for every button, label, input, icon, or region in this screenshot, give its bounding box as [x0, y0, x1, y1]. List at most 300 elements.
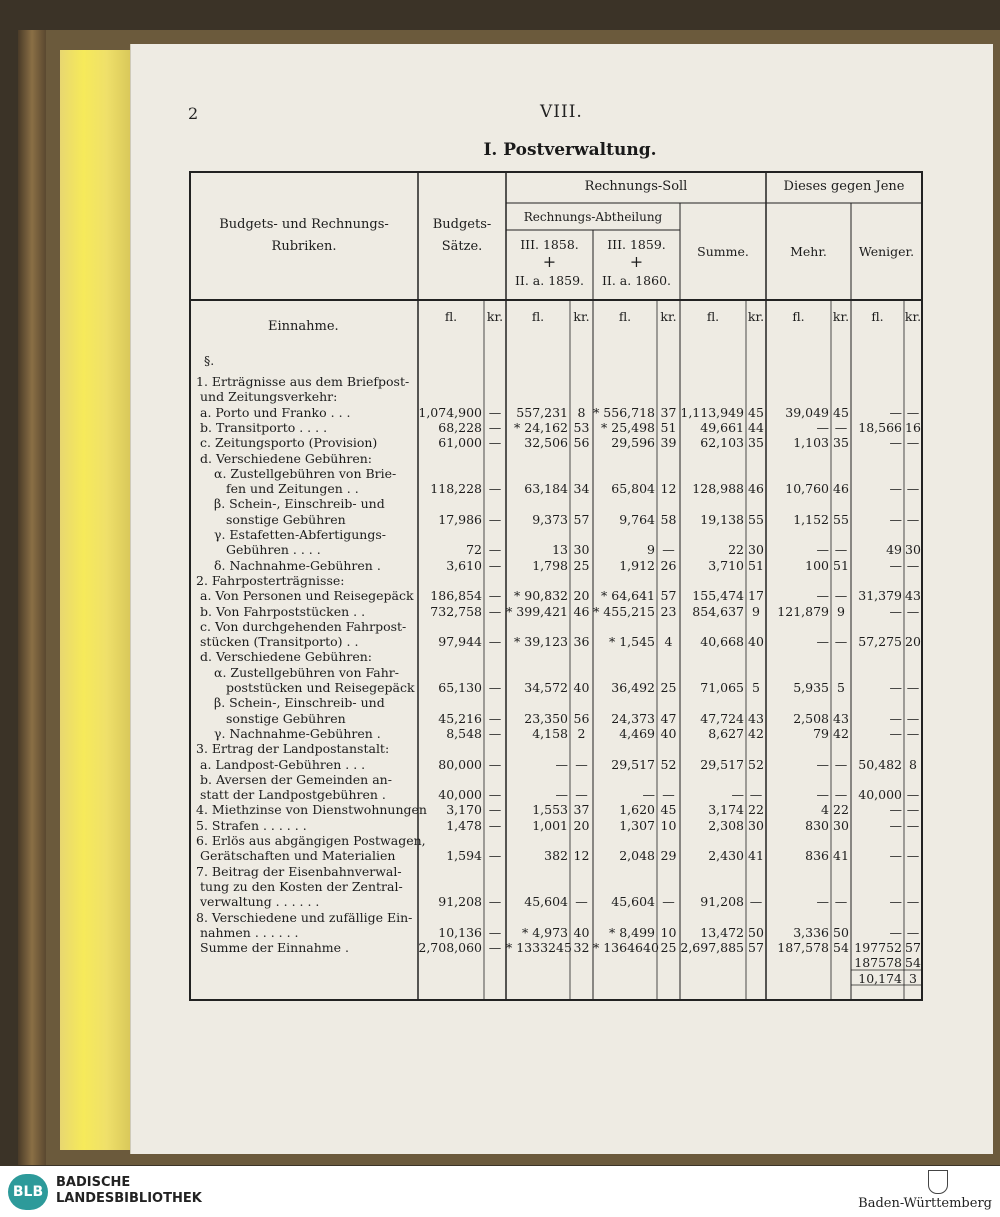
header-col2-line1: III. 1859. [607, 237, 666, 252]
cell-m: 79 [813, 725, 829, 741]
unit-fl-5: fl. [871, 309, 884, 324]
cell-bk: — [488, 802, 502, 818]
cell-w: — [889, 848, 902, 864]
cell-a1k: 37 [573, 802, 590, 818]
cell-s: 3,710 [708, 557, 744, 573]
cell-m: — [816, 787, 829, 803]
cell-a2k: 23 [660, 603, 677, 619]
header-rechnungs-abtheilung: Rechnungs-Abtheilung [523, 210, 663, 224]
cell-a2: 36,492 [611, 680, 655, 695]
cell-mk: 9 [837, 603, 845, 619]
page-heading: I. Postverwaltung. [483, 140, 657, 160]
row-label: und Zeitungsverkehr: [200, 389, 338, 405]
cell-m: 2,508 [793, 710, 829, 726]
cell-a1: * 24,162 [514, 419, 568, 435]
row-label: α. Zustellgebühren von Fahr- [214, 664, 399, 680]
row-label: γ. Estafetten-Abfertigungs- [214, 527, 386, 542]
cell-a2k: 25 [660, 680, 677, 695]
cell-sk: 46 [748, 481, 764, 497]
cell-a1k: 34 [573, 481, 590, 497]
cell-w: 197752 [854, 940, 902, 956]
cell-a2: * 1364640 [593, 940, 659, 956]
cell-a2k: 4 [664, 634, 673, 650]
cell-sk: 30 [748, 542, 764, 558]
row-label: d. Verschiedene Gebühren: [200, 649, 373, 665]
cell-wk: 16 [905, 419, 921, 435]
row-label: Gerätschaften und Materialien [200, 848, 396, 864]
cell-bk: — [488, 710, 502, 726]
cell-m: 187,578 [777, 940, 829, 956]
cell-a2: 1,307 [619, 817, 655, 833]
cell-b: 118,228 [430, 481, 482, 497]
cell-bk: — [488, 588, 502, 604]
cell-b: 8,548 [446, 725, 482, 741]
cell-w: — [889, 603, 902, 619]
cell-a1: 1,001 [532, 817, 568, 833]
blb-logo: BLB [8, 1174, 48, 1210]
row-label: 8. Verschiedene und zufällige Ein- [196, 909, 413, 925]
cell-w: 57,275 [858, 634, 902, 650]
cell-w: — [889, 817, 902, 833]
row-label: δ. Nachnahme-Gebühren . [214, 557, 381, 573]
header-col2-line2: + [629, 252, 644, 271]
row-label: a. Landpost-Gebühren . . . [200, 756, 366, 772]
cell-a1k: — [575, 787, 588, 803]
cell-a2: 1,912 [619, 557, 655, 573]
row-label: a. Von Personen und Reisegepäck [200, 588, 414, 604]
cell-w: — [889, 511, 902, 527]
cell-bk: — [488, 940, 502, 956]
cell-mk: 45 [833, 404, 849, 420]
cell-wk: — [906, 680, 920, 695]
cell-m: 121,879 [777, 603, 829, 619]
cell-s: 2,697,885 [680, 940, 744, 956]
cell-a2k: 58 [660, 511, 677, 527]
header-mehr: Mehr. [790, 244, 827, 259]
cell-bk: — [488, 725, 502, 741]
cell-a2k: 52 [660, 756, 677, 772]
cell-s: 47,724 [700, 710, 744, 726]
cell-wk: — [906, 710, 920, 726]
cell-w: — [889, 924, 902, 940]
cell-a1k: 56 [573, 710, 590, 726]
cell-bk: — [488, 894, 502, 910]
cell-bk: — [488, 419, 502, 435]
cell-a2k: 51 [660, 419, 677, 435]
row-label: a. Porto und Franko . . . [200, 404, 351, 420]
cell-a1: 1,798 [532, 557, 568, 573]
cell-a2: 1,620 [619, 802, 655, 818]
cell-bk: — [488, 557, 502, 573]
cell-wk: — [906, 848, 920, 864]
cell-sk: 52 [748, 756, 764, 772]
cell-a1k: 20 [573, 588, 590, 604]
cell-b: 1,074,900 [418, 404, 482, 420]
cell-a1k: 12 [573, 848, 590, 864]
cell-mk: — [834, 634, 848, 650]
cell-s: 854,637 [692, 603, 744, 619]
cell-s: 155,474 [692, 588, 744, 604]
cell-mk: 41 [833, 848, 849, 864]
cell-sk: 22 [748, 802, 764, 818]
cell-a1k: 32 [573, 940, 590, 956]
cell-a2: * 1,545 [608, 634, 655, 650]
cell-wk: 3 [909, 970, 917, 986]
row-label: α. Zustellgebühren von Brie- [214, 465, 397, 481]
cell-mk: — [834, 756, 848, 772]
cell-a1k: 56 [573, 435, 590, 451]
header-weniger: Weniger. [858, 244, 915, 259]
header-rubriken-2: Rubriken. [271, 239, 337, 254]
cell-a2k: — [662, 894, 675, 910]
cell-b: 40,000 [438, 787, 482, 803]
cell-w: — [889, 710, 902, 726]
cell-mk: 5 [837, 680, 845, 695]
cell-a2k: 37 [660, 404, 677, 420]
cell-w: — [889, 481, 902, 497]
row-label: 7. Beitrag der Eisenbahnverwal- [196, 863, 402, 879]
cell-a1: 382 [544, 848, 568, 864]
row-label: 6. Erlös aus abgängigen Postwagen, [196, 833, 426, 848]
row-label: fen und Zeitungen . . [226, 481, 359, 497]
library-name-line1: BADISCHE [56, 1175, 131, 1190]
cell-a2: 29,596 [611, 435, 655, 451]
cell-a2k: 25 [660, 940, 677, 956]
cell-a2: 65,804 [611, 481, 655, 497]
cell-b: 1,478 [446, 817, 482, 833]
cell-w: 40,000 [858, 787, 902, 803]
cell-s: 49,661 [700, 419, 744, 435]
cell-mk: 35 [833, 435, 849, 451]
cell-s: 3,174 [708, 802, 744, 818]
cell-a1k: 8 [577, 404, 586, 420]
cell-bk: — [488, 634, 502, 650]
cell-w: — [889, 725, 902, 741]
cell-wk: — [906, 404, 920, 420]
cell-a1k: 53 [573, 419, 590, 435]
cell-w: — [889, 802, 902, 818]
cell-wk: — [906, 802, 920, 818]
cell-b: 3,610 [446, 557, 482, 573]
cell-a2k: 45 [660, 802, 677, 818]
cell-a1k: 40 [573, 680, 590, 695]
unit-fl-2: fl. [618, 309, 632, 324]
cell-mk: 30 [833, 817, 849, 833]
cell-b: 45,216 [438, 710, 482, 726]
cell-w: 187578 [854, 955, 902, 971]
row-label: sonstige Gebühren [226, 511, 346, 527]
cell-s: — [731, 787, 744, 803]
header-col1-line3: II. a. 1859. [514, 273, 584, 288]
section-mark: §. [204, 353, 215, 368]
unit-kr-1: kr. [573, 309, 590, 324]
cell-w: — [889, 680, 902, 695]
cell-mk: 43 [833, 710, 849, 726]
cell-w: — [889, 404, 902, 420]
cell-m: 100 [805, 557, 829, 573]
cell-bk: — [488, 924, 502, 940]
cell-bk: — [488, 603, 502, 619]
cell-a2: 9 [647, 542, 655, 558]
cell-a1k: — [575, 756, 588, 772]
section-number: VIII. [540, 102, 583, 122]
cell-b: 91,208 [438, 894, 482, 910]
unit-fl-4: fl. [792, 309, 805, 324]
cell-a1k: 30 [573, 542, 590, 558]
cell-s: 2,308 [708, 817, 744, 833]
row-label: 4. Miethzinse von Dienstwohnungen [196, 802, 427, 818]
cell-a1: — [555, 787, 568, 803]
coat-of-arms-icon [928, 1170, 948, 1194]
row-label: b. Aversen der Gemeinden an- [200, 771, 392, 787]
cell-a2k: 26 [660, 557, 677, 573]
unit-kr-3: kr. [747, 309, 765, 324]
cell-wk: 57 [905, 940, 921, 956]
cell-sk: 9 [752, 603, 760, 619]
state-name: Baden-Württemberg [858, 1196, 992, 1211]
cell-mk: — [834, 542, 848, 558]
row-label: sonstige Gebühren [226, 710, 346, 726]
header-col1-line2: + [542, 252, 557, 271]
row-label: verwaltung . . . . . . [200, 894, 320, 910]
cell-a1k: 2 [577, 725, 586, 741]
cell-a2: * 25,498 [601, 419, 655, 435]
cell-a1: 34,572 [524, 680, 568, 695]
cell-a1k: 20 [573, 817, 590, 833]
cell-wk: 54 [905, 955, 921, 971]
cell-w: 50,482 [858, 756, 902, 772]
cell-mk: 46 [833, 481, 849, 497]
cell-s: 29,517 [700, 756, 744, 772]
cell-m: — [816, 634, 829, 650]
cell-sk: 30 [748, 817, 764, 833]
cell-sk: 55 [748, 511, 764, 527]
cell-b: 97,944 [438, 634, 482, 650]
cell-a2: 24,373 [611, 710, 655, 726]
row-label: c. Zeitungsporto (Provision) [200, 435, 378, 451]
cell-m: 836 [805, 848, 829, 864]
cell-bk: — [488, 435, 502, 451]
header-col2-line3: II. a. 1860. [601, 273, 671, 288]
cell-m: 1,152 [793, 511, 829, 527]
cell-s: 62,103 [700, 435, 744, 451]
unit-fl-0: fl. [444, 309, 458, 324]
cell-w: 10,174 [858, 970, 902, 986]
cell-w: — [889, 435, 902, 451]
cell-b: 3,170 [446, 802, 482, 818]
cell-a1: 9,373 [532, 511, 568, 527]
cell-sk: 17 [748, 588, 764, 604]
cell-a1k: 25 [573, 557, 590, 573]
row-label: stücken (Transitporto) . . [200, 634, 359, 650]
cell-sk: — [749, 787, 763, 803]
cell-a2k: 12 [660, 481, 677, 497]
cell-wk: 30 [905, 542, 921, 558]
cell-bk: — [488, 848, 502, 864]
row-label: 5. Strafen . . . . . . [196, 817, 307, 833]
cell-m: — [816, 542, 829, 558]
unit-kr-2: kr. [660, 309, 677, 324]
cell-w: 18,566 [858, 419, 902, 435]
cell-a1k: 40 [573, 924, 590, 940]
cell-mk: 42 [833, 725, 849, 741]
cell-s: 22 [728, 542, 744, 558]
cell-b: 732,758 [430, 603, 482, 619]
row-label: b. Transitporto . . . . [200, 419, 328, 435]
cell-b: 72 [466, 542, 482, 558]
cell-s: 8,627 [708, 725, 744, 741]
cell-w: — [889, 557, 902, 573]
cell-mk: — [834, 787, 848, 803]
cell-a2: * 455,215 [593, 603, 655, 619]
row-label: d. Verschiedene Gebühren: [200, 450, 373, 466]
row-label: 3. Ertrag der Landpostanstalt: [196, 741, 390, 757]
cell-wk: 43 [905, 588, 921, 604]
cell-a2k: 39 [660, 435, 677, 451]
cell-sk: 43 [748, 710, 764, 726]
header-dieses-gegen-jene: Dieses gegen Jene [783, 179, 905, 194]
cell-b: 10,136 [438, 924, 482, 940]
cell-bk: — [488, 680, 502, 695]
cell-mk: 51 [833, 557, 849, 573]
cell-a1: 23,350 [524, 710, 568, 726]
cell-a1: * 4,973 [521, 924, 568, 940]
cell-a2: 29,517 [611, 756, 655, 772]
row-label: statt der Landpostgebühren . [200, 787, 386, 803]
cell-mk: 54 [833, 940, 849, 956]
cell-a1: 63,184 [524, 481, 568, 497]
cell-a2k: 57 [660, 588, 677, 604]
cell-a1: — [555, 756, 568, 772]
cell-a2: * 556,718 [593, 404, 655, 420]
header-summe: Summe. [697, 244, 749, 259]
cell-mk: — [834, 588, 848, 604]
cell-a1: * 399,421 [506, 603, 568, 619]
row-label: b. Von Fahrpoststücken . . [200, 603, 366, 619]
einnahme-label: Einnahme. [268, 319, 339, 334]
cell-a2: * 64,641 [601, 588, 655, 604]
cell-b: 61,000 [438, 435, 482, 451]
cell-a1k: 36 [573, 634, 590, 650]
cell-a1: 32,506 [524, 435, 568, 451]
cell-sk: — [749, 894, 763, 910]
row-label: Gebühren . . . . [226, 542, 321, 558]
cell-a1: * 1333245 [506, 940, 572, 956]
cell-b: 186,854 [430, 588, 482, 604]
cell-a1: 45,604 [524, 894, 568, 910]
header-saetze-1: Budgets- [432, 217, 492, 232]
cell-b: 80,000 [438, 756, 482, 772]
cell-s: 91,208 [700, 894, 744, 910]
cell-wk: — [906, 924, 920, 940]
cell-a2k: 10 [660, 817, 677, 833]
header-rechnungs-soll: Rechnungs-Soll [584, 179, 688, 194]
cell-wk: 8 [909, 756, 917, 772]
cell-w: — [889, 894, 902, 910]
cell-m: 10,760 [785, 481, 829, 497]
cell-s: 13,472 [700, 924, 744, 940]
cell-bk: — [488, 511, 502, 527]
row-label: Summe der Einnahme . [200, 940, 349, 956]
cell-bk: — [488, 404, 502, 420]
row-label: c. Von durchgehenden Fahrpost- [200, 618, 407, 634]
cell-a2k: — [662, 542, 675, 558]
cell-a1k: — [575, 894, 588, 910]
cell-a1: 4,158 [532, 725, 568, 741]
cell-m: 830 [805, 817, 829, 833]
cell-bk: — [488, 481, 502, 497]
cell-a2k: — [662, 787, 675, 803]
cell-sk: 57 [748, 940, 764, 956]
cell-wk: — [906, 894, 920, 910]
row-label: β. Schein-, Einschreib- und [214, 695, 385, 711]
cell-s: 2,430 [708, 848, 744, 864]
cell-m: 1,103 [793, 435, 829, 451]
cell-m: 39,049 [785, 404, 829, 420]
unit-kr-5: kr. [904, 309, 922, 324]
header-col1-line1: III. 1858. [520, 237, 579, 252]
cell-a2k: 40 [660, 725, 677, 741]
cell-sk: 45 [748, 404, 764, 420]
cell-b: 1,594 [446, 848, 482, 864]
cell-a2: 45,604 [611, 894, 655, 910]
unit-kr-4: kr. [832, 309, 850, 324]
cell-wk: — [906, 603, 920, 619]
cell-mk: 55 [833, 511, 849, 527]
cell-sk: 42 [748, 725, 764, 741]
cell-w: 49 [886, 542, 902, 558]
cell-a2: * 8,499 [608, 924, 655, 940]
header-saetze-2: Sätze. [441, 239, 483, 254]
cell-a2: 4,469 [619, 725, 655, 741]
cell-sk: 44 [748, 419, 764, 435]
cell-a2: 2,048 [619, 848, 655, 864]
cell-wk: — [906, 481, 920, 497]
cell-a1: 13 [552, 542, 568, 558]
unit-fl-1: fl. [531, 309, 545, 324]
cell-a1: * 39,123 [514, 634, 568, 650]
cell-wk: — [906, 725, 920, 741]
cell-a1k: 57 [573, 511, 590, 527]
cell-wk: — [906, 511, 920, 527]
cell-s: 1,113,949 [680, 404, 744, 420]
cell-mk: 50 [833, 924, 849, 940]
cell-sk: 35 [748, 435, 764, 451]
row-label: β. Schein-, Einschreib- und [214, 496, 385, 512]
cell-bk: — [488, 756, 502, 772]
cell-wk: — [906, 435, 920, 451]
cell-m: 5,935 [793, 680, 829, 695]
cell-wk: — [906, 817, 920, 833]
cell-sk: 40 [748, 634, 764, 650]
cell-mk: — [834, 419, 848, 435]
cell-b: 68,228 [438, 419, 482, 435]
cell-a1: 557,231 [516, 404, 568, 420]
cell-b: 65,130 [438, 680, 482, 695]
cell-wk: — [906, 557, 920, 573]
row-label: 2. Fahrposterträgnisse: [196, 572, 345, 588]
footer-bar [0, 1166, 1000, 1217]
cell-b: 2,708,060 [418, 940, 482, 956]
unit-fl-3: fl. [706, 309, 720, 324]
cell-s: 71,065 [700, 680, 744, 695]
cell-a1k: 46 [573, 603, 590, 619]
cell-m: 3,336 [793, 924, 829, 940]
cell-m: — [816, 756, 829, 772]
cell-a2k: 10 [660, 924, 677, 940]
cell-bk: — [488, 542, 502, 558]
cell-mk: — [834, 894, 848, 910]
